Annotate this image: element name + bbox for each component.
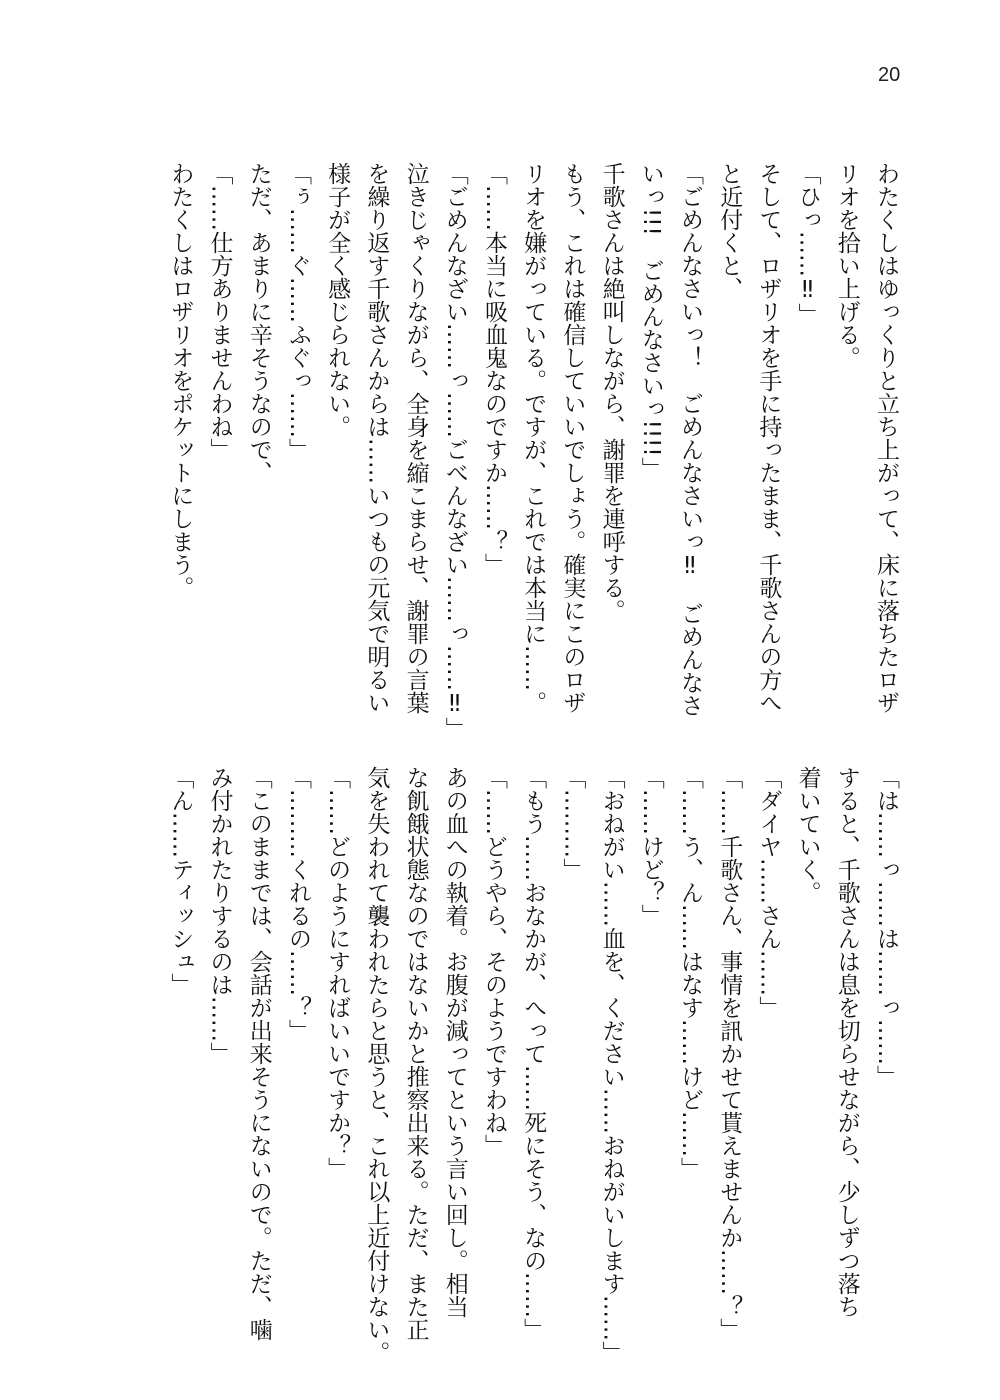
text-line: 気を失われて襲われたらと思うと、これ以上近付けない。 — [363, 766, 390, 1364]
text-line: ただ、あまりに辛そうなので、 — [245, 162, 272, 484]
text-line: 「ぅ……ぐ……ふぐっ……」 — [284, 162, 311, 461]
text-line: 「おねがい……血を、ください……おねがいします……」 — [598, 766, 625, 1364]
text-line: な飢餓状態なのではないかと推察出来る。ただ、また正 — [402, 766, 429, 1341]
text-line: 「……う、ん……はなす……けど……」 — [676, 766, 703, 1180]
text-line: そして、ロザリオを手に持ったまま、千歌さんの方へ — [755, 162, 782, 714]
text-line: 「ん……ティッシュ」 — [167, 766, 194, 996]
text-line: リオを拾い上げる。 — [833, 162, 860, 369]
text-line: 「もう……おなかが、へって……死にそう、なの……」 — [520, 766, 547, 1341]
text-line: あの血への執着。お腹が減ってという言い回し。相当 — [441, 766, 468, 1318]
text-line: 「……けど？」 — [637, 766, 664, 927]
text-line: 「……千歌さん、事情を訊かせて貰えませんか……？」 — [716, 766, 743, 1341]
text-line: 「ごめんなさいっ！ ごめんなさいっ‼ ごめんなさ — [676, 162, 703, 717]
text-line: 着いていく。 — [794, 766, 821, 904]
text-line: 「……どのようにすればいいですか？」 — [324, 766, 351, 1180]
text-line: リオを嫌がっている。ですが、これでは本当に……。 — [520, 162, 547, 714]
text-line: わたくしはロザリオをポケットにしまう。 — [167, 162, 194, 599]
text-block-top — [160, 162, 905, 742]
text-line: もう、これは確信していいでしょう。確実にこのロザ — [559, 162, 586, 714]
text-line: 「ダイヤ……さん……」 — [755, 766, 782, 1019]
text-line: 泣きじゃくりながら、全身を縮こまらせ、謝罪の言葉 — [402, 162, 429, 714]
text-line: 「このままでは、会話が出来そうにないので。ただ、噛 — [245, 766, 272, 1341]
text-line: を繰り返す千歌さんからは……いつもの元気で明るい — [363, 162, 390, 714]
text-line: 「………」 — [559, 766, 586, 881]
text-line: 「………くれるの……？」 — [284, 766, 311, 1042]
text-line: いっ!!! ごめんなさいっ!!!!」 — [637, 162, 664, 480]
text-line: 千歌さんは絶叫しながら、謝罪を連呼する。 — [598, 162, 625, 622]
text-line: すると、千歌さんは息を切らせながら、少しずつ落ち — [833, 766, 860, 1318]
text-line: 「……仕方ありませんわね」 — [206, 162, 233, 461]
text-line: わたくしはゆっくりと立ち上がって、床に落ちたロザ — [873, 162, 899, 714]
text-block-bottom — [160, 766, 905, 1366]
text-line: 様子が全く感じられない。 — [324, 162, 351, 438]
text-line: 「は……っ……は……っ……」 — [873, 766, 899, 1088]
text-line: 「……本当に吸血鬼なのですか……？」 — [480, 162, 507, 576]
page-number: 20 — [878, 64, 901, 86]
text-line: 「……どうやら、そのようですわね」 — [480, 766, 507, 1157]
text-line: 「ごめんなざい……っ……ごべんなざい……っ……‼」 — [441, 162, 468, 740]
text-line: 「ひっ……‼」 — [794, 162, 821, 326]
text-line: と近付くと、 — [716, 162, 743, 300]
text-line: み付かれたりするのは……」 — [206, 766, 233, 1065]
